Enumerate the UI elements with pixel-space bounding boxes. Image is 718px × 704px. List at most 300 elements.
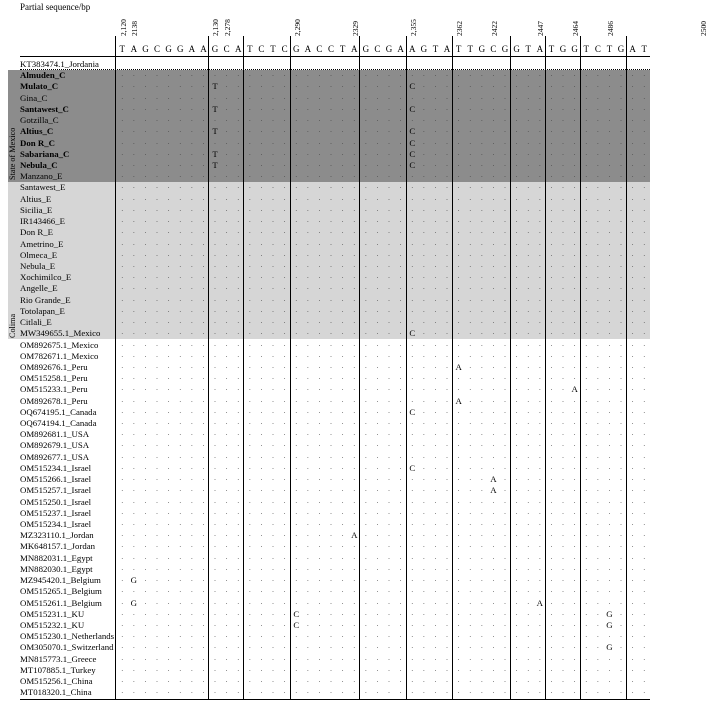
identity-dot: . [469,519,472,528]
identity-dot: . [504,182,506,191]
identity-dot: . [156,171,158,180]
identity-dot: . [272,339,274,348]
identity-dot: . [620,485,622,494]
identity-dot: . [562,541,564,550]
identity-dot: . [364,216,367,225]
identity-dot: . [132,384,135,393]
identity-dot: . [608,305,611,314]
identity-dot: . [237,81,240,90]
identity-dot: . [295,227,298,236]
identity-dot: . [225,373,228,382]
identity-dot: . [283,115,286,124]
identity-dot: . [283,429,286,438]
variant-base: T [212,148,218,159]
identity-dot: . [341,552,344,561]
identity-dot: . [492,92,495,101]
identity-dot: . [527,608,530,617]
identity-dot: . [469,530,472,539]
identity-dot: . [422,103,425,112]
reference-base: T [339,44,346,54]
identity-dot: . [620,115,622,124]
identity-dot: . [179,687,182,696]
identity-dot: . [422,496,425,505]
identity-dot: . [608,552,611,561]
identity-dot: . [469,81,472,90]
identity-dot: . [190,642,193,651]
identity-dot: . [376,81,379,90]
identity-dot: . [214,519,216,528]
identity-dot: . [341,115,344,124]
identity-dot: . [480,429,483,438]
identity-dot: . [388,631,390,640]
identity-dot: . [214,227,216,236]
identity-dot: . [573,429,576,438]
identity-dot: . [306,92,309,101]
identity-dot: . [272,507,274,516]
sequence-name: Manzano_E [20,171,63,182]
identity-dot: . [364,474,367,483]
identity-dot: . [643,485,646,494]
identity-dot: . [283,608,286,617]
identity-dot: . [562,272,564,281]
identity-dot: . [562,361,564,370]
identity-dot: . [446,159,448,168]
identity-dot: . [457,182,460,191]
identity-dot: . [353,642,356,651]
identity-dot: . [132,328,135,337]
identity-dot: . [190,92,193,101]
identity-dot: . [353,305,356,314]
identity-dot: . [353,519,356,528]
identity-dot: . [179,530,182,539]
identity-dot: . [538,204,541,213]
identity-dot: . [585,384,588,393]
identity-dot: . [167,227,170,236]
identity-dot: . [237,462,240,471]
identity-dot: . [550,541,553,550]
identity-dot: . [596,373,599,382]
identity-dot: . [388,283,390,292]
identity-dot: . [260,485,263,494]
identity-dot: . [422,171,425,180]
identity-dot: . [225,406,228,415]
identity-dot: . [202,305,205,314]
identity-dot: . [202,249,205,258]
identity-dot: . [457,126,460,135]
identity-dot: . [538,620,541,628]
identity-dot: . [190,272,193,281]
identity-dot: . [480,305,483,314]
identity-dot: . [399,541,402,550]
identity-dot: . [248,204,251,213]
identity-dot: . [132,530,135,539]
identity-dot: . [330,204,332,213]
identity-dot: . [596,620,599,628]
identity-dot: . [469,608,472,617]
identity-dot: . [341,418,344,427]
identity-dot: . [585,418,588,427]
identity-dot: . [214,530,216,539]
identity-dot: . [144,530,147,539]
identity-dot: . [260,664,263,673]
identity-dot: . [573,171,576,180]
identity-dot: . [585,507,588,516]
identity-dot: . [585,496,588,505]
identity-dot: . [156,563,158,572]
identity-dot: . [121,429,124,438]
identity-dot: . [225,474,228,483]
identity-dot: . [608,462,611,471]
identity-dot: . [562,631,564,640]
identity-dot: . [248,451,251,460]
identity-dot: . [434,283,437,292]
identity-dot: . [550,676,553,685]
identity-dot: . [214,507,216,516]
identity-dot: . [550,395,553,404]
identity-dot: . [190,474,193,483]
identity-dot: . [515,238,518,247]
identity-dot: . [306,642,309,651]
identity-dot: . [144,395,147,404]
identity-dot: . [341,530,344,539]
identity-dot: . [190,664,193,673]
identity-dot: . [156,429,158,438]
identity-dot: . [469,171,472,180]
identity-dot: . [237,563,240,572]
identity-dot: . [550,81,553,90]
identity-dot: . [388,541,390,550]
identity-dot: . [422,552,425,561]
identity-dot: . [179,586,182,595]
identity-dot: . [248,597,251,606]
identity-dot: . [121,563,124,572]
identity-dot: . [306,507,309,516]
identity-dot: . [364,575,367,584]
identity-dot: . [272,148,274,157]
identity-dot: . [469,676,472,685]
identity-dot: . [562,204,564,213]
identity-dot: . [260,563,263,572]
identity-dot: . [121,541,124,550]
identity-dot: . [179,260,182,269]
identity-dot: . [608,272,611,281]
identity-dot: . [260,204,263,213]
identity-dot: . [306,182,309,191]
identity-dot: . [550,272,553,281]
identity-dot: . [457,631,460,640]
identity-dot: . [538,586,541,595]
identity-dot: . [237,283,240,292]
identity-dot: . [272,103,274,112]
identity-dot: . [260,350,263,359]
identity-dot: . [318,339,321,348]
identity-dot: . [364,182,367,191]
identity-dot: . [225,193,228,202]
variant-base: C [409,81,416,92]
identity-dot: . [457,283,460,292]
identity-dot: . [596,586,599,595]
identity-dot: . [573,451,576,460]
identity-dot: . [411,451,414,460]
identity-dot: . [121,676,124,685]
identity-dot: . [144,305,147,314]
identity-dot: . [446,171,448,180]
identity-dot: . [446,586,448,595]
identity-dot: . [121,474,124,483]
identity-dot: . [167,159,170,168]
identity-dot: . [538,92,541,101]
identity-dot: . [411,361,414,370]
identity-dot: . [132,249,135,258]
variant-base: G [606,620,613,630]
identity-dot: . [422,148,425,157]
identity-dot: . [562,395,564,404]
identity-dot: . [330,272,332,281]
identity-dot: . [132,519,135,528]
identity-dot: . [585,193,588,202]
identity-dot: . [318,642,321,651]
identity-dot: . [190,496,193,505]
identity-dot: . [550,294,553,303]
identity-dot: . [179,249,182,258]
identity-dot: . [225,631,228,640]
identity-dot: . [248,429,251,438]
identity-dot: . [388,519,390,528]
identity-dot: . [330,687,332,696]
identity-dot: . [631,159,634,168]
identity-dot: . [190,216,193,225]
identity-dot: . [225,597,228,606]
identity-dot: . [643,440,646,449]
identity-dot: . [283,305,286,314]
identity-dot: . [596,70,599,79]
identity-dot: . [190,238,193,247]
identity-dot: . [434,563,437,572]
identity-dot: . [144,103,147,112]
identity-dot: . [422,586,425,595]
identity-dot: . [376,328,379,337]
identity-dot: . [190,575,193,584]
identity-dot: . [492,395,495,404]
identity-dot: . [295,541,298,550]
identity-dot: . [283,373,286,382]
identity-dot: . [457,92,460,101]
identity-dot: . [283,384,286,393]
variant-base: T [212,126,218,137]
identity-dot: . [248,283,251,292]
identity-dot: . [260,575,263,584]
identity-dot: . [121,530,124,539]
identity-dot: . [457,575,460,584]
identity-dot: . [295,384,298,393]
identity-dot: . [248,541,251,550]
identity-dot: . [631,519,634,528]
identity-dot: . [283,204,286,213]
identity-dot: . [190,687,193,696]
identity-dot: . [306,294,309,303]
identity-dot: . [144,317,147,326]
identity-dot: . [214,496,216,505]
identity-dot: . [457,586,460,595]
identity-dot: . [411,272,414,281]
identity-dot: . [132,642,135,651]
identity-dot: . [237,328,240,337]
identity-dot: . [422,216,425,225]
identity-dot: . [550,159,553,168]
identity-dot: . [643,664,646,673]
identity-dot: . [446,552,448,561]
identity-dot: . [550,137,553,146]
identity-dot: . [376,115,379,124]
identity-dot: . [573,317,576,326]
identity-dot: . [480,384,483,393]
identity-dot: . [527,586,530,595]
identity-dot: . [585,563,588,572]
identity-dot: . [132,81,135,90]
identity-dot: . [295,328,298,337]
identity-dot: . [388,373,390,382]
identity-dot: . [167,260,170,269]
identity-dot: . [573,676,576,685]
identity-dot: . [283,653,286,662]
identity-dot: . [132,103,135,112]
identity-dot: . [492,507,495,516]
reference-base: C [316,44,323,54]
identity-dot: . [573,631,576,640]
identity-dot: . [504,137,506,146]
variant-base: C [293,608,300,619]
identity-dot: . [457,103,460,112]
identity-dot: . [260,642,263,651]
identity-dot: . [353,406,356,415]
identity-dot: . [422,642,425,651]
identity-dot: . [620,216,622,225]
identity-dot: . [353,631,356,640]
identity-dot: . [446,182,448,191]
identity-dot: . [272,317,274,326]
identity-dot: . [341,462,344,471]
identity-dot: . [399,440,402,449]
identity-dot: . [306,462,309,471]
identity-dot: . [318,350,321,359]
identity-dot: . [283,507,286,516]
identity-dot: . [469,227,472,236]
identity-dot: . [585,227,588,236]
identity-dot: . [353,260,356,269]
identity-dot: . [156,81,158,90]
identity-dot: . [573,406,576,415]
identity-dot: . [434,608,437,617]
identity-dot: . [643,272,646,281]
identity-dot: . [550,204,553,213]
identity-dot: . [457,227,460,236]
identity-dot: . [225,216,228,225]
identity-dot: . [446,462,448,471]
identity-dot: . [550,563,553,572]
position-label: 2,120 [118,19,128,36]
identity-dot: . [295,451,298,460]
identity-dot: . [167,496,170,505]
identity-dot: . [596,115,599,124]
identity-dot: . [411,687,414,696]
identity-dot: . [469,103,472,112]
identity-dot: . [341,440,344,449]
identity-dot: . [341,238,344,247]
identity-dot: . [620,182,622,191]
identity-dot: . [515,193,518,202]
identity-dot: . [492,294,495,303]
identity-dot: . [550,597,553,606]
identity-dot: . [306,676,309,685]
identity-dot: . [260,676,263,685]
identity-dot: . [608,485,611,494]
identity-dot: . [562,575,564,584]
identity-dot: . [446,137,448,146]
identity-dot: . [631,440,634,449]
identity-dot: . [527,440,530,449]
identity-dot: . [550,406,553,415]
identity-dot: . [388,70,390,79]
identity-dot: . [411,440,414,449]
identity-dot: . [562,440,564,449]
identity-dot: . [202,586,205,595]
identity-dot: . [492,575,495,584]
identity-dot: . [214,653,216,662]
identity-dot: . [492,260,495,269]
identity-dot: . [272,137,274,146]
identity-dot: . [167,305,170,314]
identity-dot: . [341,676,344,685]
identity-dot: . [121,586,124,595]
identity-dot: . [272,406,274,415]
identity-dot: . [480,406,483,415]
identity-dot: . [364,92,367,101]
sequence-name: Don R_E [20,227,53,238]
identity-dot: . [376,103,379,112]
identity-dot: . [388,182,390,191]
identity-dot: . [550,620,553,628]
identity-dot: . [515,216,518,225]
identity-dot: . [480,260,483,269]
identity-dot: . [480,653,483,662]
sequence-name: MZ323110.1_Jordan [20,530,94,541]
identity-dot: . [643,182,646,191]
identity-dot: . [434,474,437,483]
identity-dot: . [167,575,170,584]
identity-dot: . [179,507,182,516]
identity-dot: . [179,563,182,572]
identity-dot: . [202,395,205,404]
identity-dot: . [562,608,564,617]
identity-dot: . [538,530,541,539]
identity-dot: . [156,608,158,617]
identity-dot: . [179,519,182,528]
identity-dot: . [306,485,309,494]
identity-dot: . [538,687,541,696]
identity-dot: . [527,620,530,628]
identity-dot: . [144,597,147,606]
identity-dot: . [457,608,460,617]
identity-dot: . [480,418,483,427]
reference-base: T [548,44,555,54]
identity-dot: . [248,687,251,696]
identity-dot: . [411,664,414,673]
identity-dot: . [318,653,321,662]
identity-dot: . [167,631,170,640]
identity-dot: . [388,563,390,572]
identity-dot: . [144,552,147,561]
identity-dot: . [167,451,170,460]
